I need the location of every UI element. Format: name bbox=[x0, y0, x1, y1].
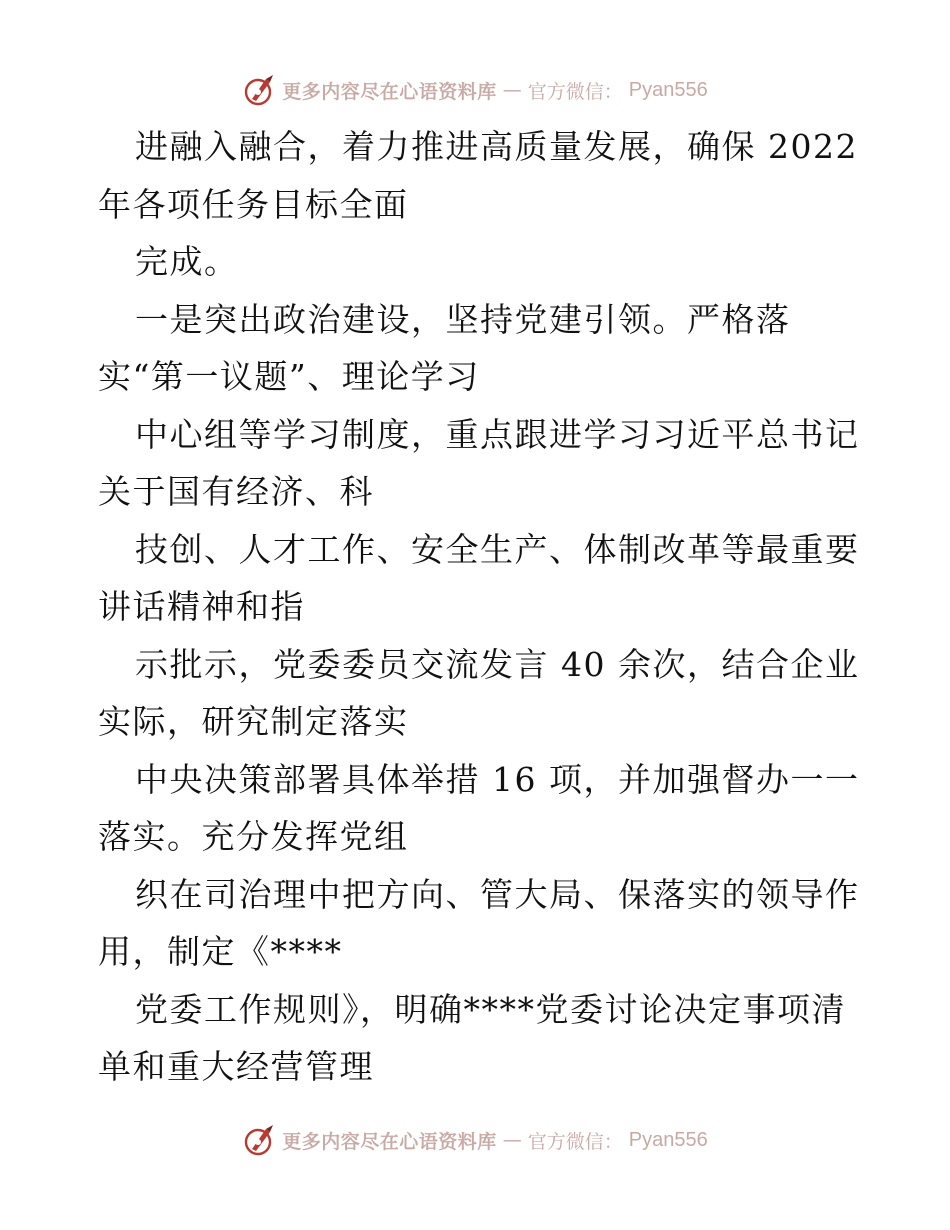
body-line-16: 党委工作规则》，明确****党委讨论决定事项清 bbox=[135, 989, 846, 1029]
header-contact-id: Pyan556 bbox=[628, 78, 708, 101]
footer-site-text: 更多内容尽在心语资料库 bbox=[282, 1130, 497, 1153]
quill-pen-logo-icon bbox=[242, 73, 276, 107]
body-line-11: 实际，研究制定落实 bbox=[98, 702, 409, 741]
body-line-9: 讲话精神和指 bbox=[98, 587, 305, 626]
document-body bbox=[98, 118, 858, 1096]
body-line-3: 完成。 bbox=[135, 242, 239, 281]
body-line-4: 一是突出政治建设，坚持党建引领。严格落 bbox=[135, 299, 791, 339]
body-line-5: 实“第一议题”、理论学习 bbox=[98, 357, 480, 396]
body-line-7: 关于国有经济、科 bbox=[98, 472, 374, 511]
body-line-17: 单和重大经营管理 bbox=[98, 1047, 374, 1086]
header-contact-label: 官方微信： bbox=[527, 80, 623, 103]
body-line-6: 中心组等学习制度，重点跟进学习习近平总书记 bbox=[135, 414, 860, 454]
body-line-15: 用，制定《**** bbox=[98, 932, 343, 971]
quill-pen-logo-icon bbox=[242, 1123, 276, 1157]
body-line-8: 技创、人才工作、安全生产、体制改革等最重要 bbox=[135, 529, 860, 569]
header-site-text: 更多内容尽在心语资料库 bbox=[282, 80, 497, 103]
body-line-12: 中央决策部署具体举措 16 项，并加强督办一一 bbox=[135, 759, 860, 799]
footer-watermark bbox=[0, 1120, 950, 1160]
body-line-13: 落实。充分发挥党组 bbox=[98, 817, 409, 856]
body-line-14: 织在司治理中把方向、管大局、保落实的领导作 bbox=[135, 874, 860, 914]
footer-separator: — bbox=[502, 1129, 522, 1151]
footer-contact-label: 官方微信： bbox=[527, 1130, 623, 1153]
footer-contact-id: Pyan556 bbox=[628, 1128, 708, 1151]
body-line-2: 年各项任务目标全面 bbox=[98, 184, 409, 224]
body-line-1: 进融入融合，着力推进高质量发展，确保 2022 bbox=[135, 127, 858, 166]
header-watermark bbox=[0, 70, 950, 110]
body-line-10: 示批示，党委委员交流发言 40 余次，结合企业 bbox=[135, 644, 860, 684]
header-separator: — bbox=[502, 79, 522, 101]
